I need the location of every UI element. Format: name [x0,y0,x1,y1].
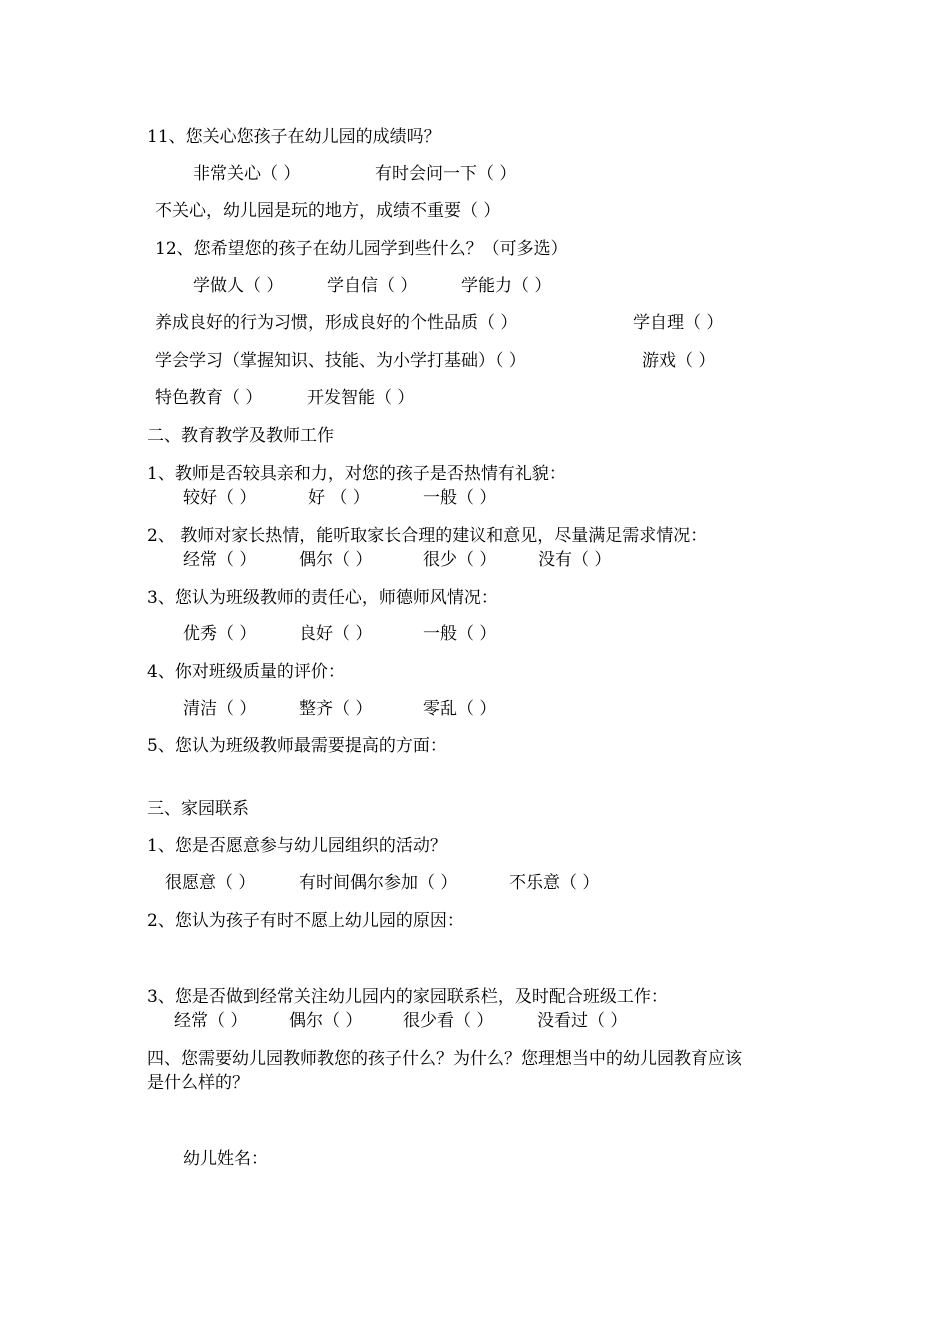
s3-q3-option-1: 经常（ ） [174,1011,248,1031]
q12-question: 12、您希望您的孩子在幼儿园学到些什么？（可多选） [155,239,568,259]
s2-q2-option-1: 经常（ ） [183,550,257,570]
s3-q3-option-2: 偶尔（ ） [289,1011,363,1031]
s2-q2-option-2: 偶尔（ ） [299,550,373,570]
section3-heading: 三、家园联系 [147,799,249,819]
s3-q3-question: 3、您是否做到经常关注幼儿园内的家园联系栏，及时配合班级工作： [147,987,668,1007]
q12-option-selfcare: 学自理（ ） [633,313,724,333]
q11-option-not: 不关心，幼儿园是玩的地方，成绩不重要（ ） [155,201,501,221]
q12-option-special: 特色教育（ ） [155,388,263,408]
q12-option-games: 游戏（ ） [642,351,716,371]
s3-q1-option-1: 很愿意（ ） [165,873,256,893]
s2-q3-option-2: 良好（ ） [299,624,373,644]
section4-question-line2: 是什么样的？ [147,1073,249,1093]
q12-option-intelligence: 开发智能（ ） [307,388,415,408]
s3-q1-question: 1、您是否愿意参与幼儿园组织的活动？ [147,836,447,856]
section2-heading: 二、教育教学及教师工作 [147,426,334,446]
s2-q4-option-2: 整齐（ ） [299,699,373,719]
q12-option-habits: 养成良好的行为习惯，形成良好的个性品质（ ） [155,313,518,333]
s2-q3-question: 3、您认为班级教师的责任心，师德师风情况： [147,588,498,608]
q12-option-learning: 学会学习（掌握知识、技能、为小学打基础）（ ） [155,351,526,371]
s3-q1-option-2: 有时间偶尔参加（ ） [299,873,458,893]
s2-q1-option-1: 较好（ ） [183,488,257,508]
s2-q4-question: 4、你对班级质量的评价： [147,662,345,682]
q11-question: 11、您关心您孩子在幼儿园的成绩吗？ [147,127,441,147]
child-name-label: 幼儿姓名： [183,1149,268,1169]
s3-q2-question: 2、您认为孩子有时不愿上幼儿园的原因： [147,911,464,931]
s3-q3-option-4: 没看过（ ） [537,1011,628,1031]
s2-q2-question: 2、 教师对家长热情，能听取家长合理的建议和意见，尽量满足需求情况： [147,526,708,546]
s2-q1-option-3: 一般（ ） [423,488,497,508]
q11-option-sometimes: 有时会问一下（ ） [375,164,517,184]
s2-q1-question: 1、教师是否较具亲和力，对您的孩子是否热情有礼貌： [147,464,566,484]
section4-question-line1: 四、您需要幼儿园教师教您的孩子什么？为什么？您理想当中的幼儿园教育应该 [147,1049,742,1069]
q11-option-very: 非常关心（ ） [193,164,301,184]
s2-q3-option-3: 一般（ ） [423,624,497,644]
s2-q2-option-3: 很少（ ） [423,550,497,570]
s2-q4-option-3: 零乱（ ） [423,699,497,719]
s2-q5-question: 5、您认为班级教师最需要提高的方面： [147,736,447,756]
s3-q1-option-3: 不乐意（ ） [509,873,600,893]
s2-q2-option-4: 没有（ ） [538,550,612,570]
q12-option-person: 学做人（ ） [193,276,284,296]
q12-option-ability: 学能力（ ） [461,276,552,296]
s2-q1-option-2: 好 （ ） [308,488,370,508]
s3-q3-option-3: 很少看（ ） [403,1011,494,1031]
s2-q3-option-1: 优秀（ ） [183,624,257,644]
q12-option-confidence: 学自信（ ） [327,276,418,296]
s2-q4-option-1: 清洁（ ） [183,699,257,719]
